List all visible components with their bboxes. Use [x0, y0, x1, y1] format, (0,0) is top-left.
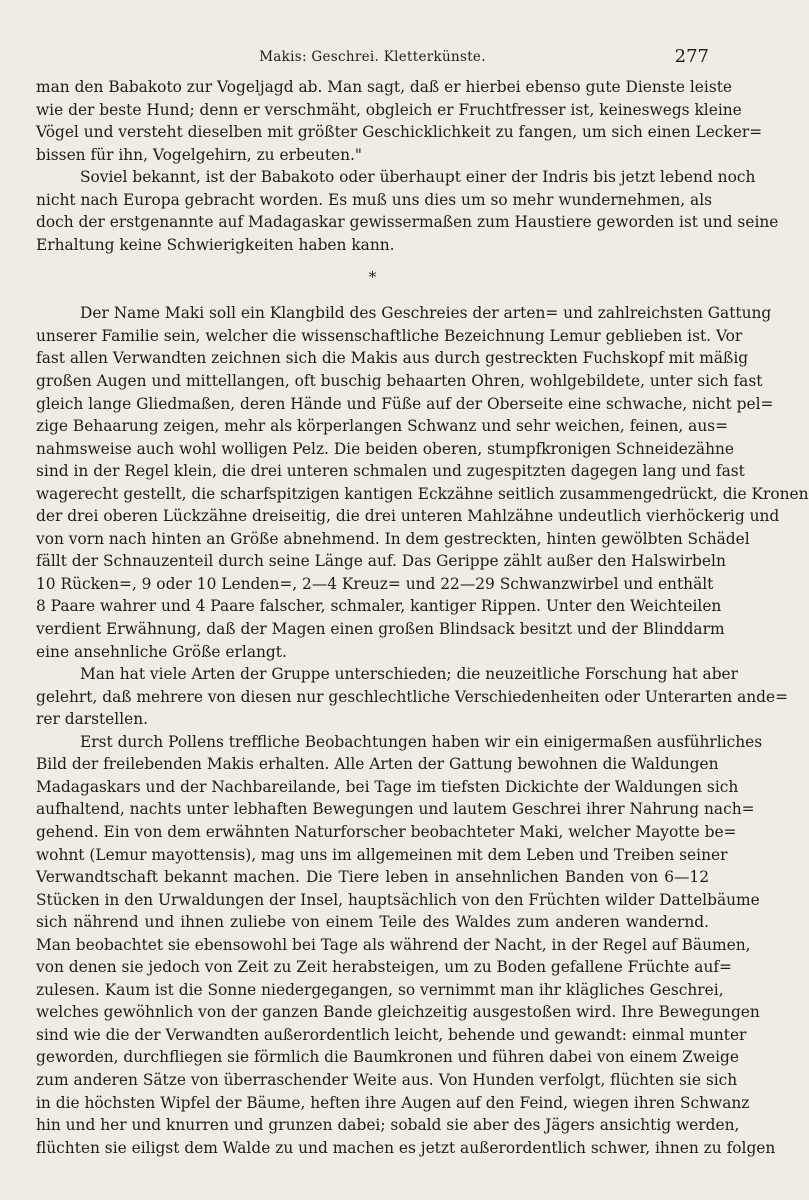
- text-line: sind wie die der Verwandten außerordentlich leicht, behende und gewandt: einmal munter: [36, 1025, 747, 1044]
- text-line: zulesen. Kaum ist die Sonne niedergegangen, so vernimmt man ihr klägliches Geschrei,: [36, 980, 724, 999]
- text-line: wie der beste Hund; denn er verschmäht, obgleich er Fruchtfresser ist, keineswegs kleine: [36, 100, 742, 119]
- text-line: Erst durch Pollens treffliche Beobachtungen haben wir ein einigermaßen ausführliches: [80, 732, 763, 751]
- paragraph-1: [36, 76, 763, 166]
- text-line: gleich lange Gliedmaßen, deren Hände und Füße auf der Oberseite eine schwache, nicht pel=: [36, 394, 774, 413]
- text-line: Vögel und versteht dieselben mit größter Geschicklichkeit zu fangen, um sich einen Lecker=: [36, 123, 763, 142]
- paragraph-5: [36, 731, 776, 1159]
- text-line: fällt der Schnauzenteil durch seine Länge auf. Das Gerippe zählt außer den Halswirbeln: [36, 552, 726, 571]
- text-line: sind in der Regel klein, die drei unteren schmalen und zugespitzten dagegen lang und fast: [36, 462, 745, 481]
- text-line: Erhaltung keine Schwierigkeiten haben kann.: [36, 235, 395, 254]
- text-line: doch der erstgenannte auf Madagaskar gewissermaßen zum Haustiere geworden ist und seine: [36, 213, 779, 232]
- text-line: Stücken in den Urwaldungen der Insel, hauptsächlich von den Früchten wilder Dattelbäume: [36, 890, 760, 909]
- text-line: in die höchsten Wipfel der Bäume, heften ihre Augen auf den Feind, wiegen ihren Schwanz: [36, 1093, 750, 1112]
- text-line: eine ansehnliche Größe erlangt.: [36, 642, 287, 661]
- text-line: fast allen Verwandten zeichnen sich die Makis aus durch gestreckten Fuchskopf mit mäßig: [36, 349, 749, 368]
- text-line: von vorn nach hinten an Größe abnehmend. In dem gestreckten, hinten gewölbten Schädel: [36, 529, 750, 548]
- text-line: zige Behaarung zeigen, mehr als körperlangen Schwanz und sehr weichen, feinen, aus=: [36, 417, 729, 436]
- page-number: 277: [674, 46, 709, 67]
- text-line: geworden, durchfliegen sie förmlich die Baumkronen und führen dabei von einem Zweige: [36, 1048, 739, 1067]
- text-line: unserer Familie sein, welcher die wissenschaftliche Bezeichnung Lemur geblieben ist. Vor: [36, 326, 743, 345]
- text-line: Bild der freilebenden Makis erhalten. Alle Arten der Gattung bewohnen die Waldungen: [36, 755, 719, 774]
- text-line: verdient Erwähnung, daß der Magen einen großen Blindsack besitzt und der Blinddarm: [36, 620, 725, 639]
- text-line: zum anderen Sätze von überraschender Weite aus. Von Hunden verfolgt, flüchten sie sich: [36, 1070, 738, 1089]
- text-line: welches gewöhnlich von der ganzen Bande gleichzeitig ausgestoßen wird. Ihre Bewegungen: [36, 1003, 760, 1022]
- text-line: gehend. Ein von dem erwähnten Naturforscher beobachteter Maki, welcher Mayotte be=: [36, 822, 737, 841]
- text-line: 8 Paare wahrer und 4 Paare falscher, schmaler, kantiger Rippen. Unter den Weichteilen: [36, 597, 722, 616]
- body-text: [36, 76, 809, 1159]
- text-line: nicht nach Europa gebracht worden. Es muß uns dies um so mehr wundernehmen, als: [36, 190, 713, 209]
- text-line: großen Augen und mittellangen, oft buschig behaarten Ohren, wohlgebildete, unter sich fast: [36, 372, 763, 391]
- paragraph-2: [36, 166, 779, 256]
- section-separator: *: [368, 268, 377, 287]
- text-line: wagerecht gestellt, die scharfspitzigen kantigen Eckzähne seitlich zusammengedrückt, die Kronen: [36, 484, 809, 503]
- text-line: der drei oberen Lückzähne dreiseitig, die drei unteren Mahlzähne undeutlich vierhöckerig und: [36, 507, 780, 526]
- text-line: Madagaskars und der Nachbareilande, bei Tage im tiefsten Dickichte der Waldungen sich: [36, 777, 739, 796]
- text-line: 10 Rücken=, 9 oder 10 Lenden=, 2—4 Kreuz= und 22—29 Schwanzwirbel und enthält: [36, 574, 714, 593]
- text-line: wohnt (Lemur mayottensis), mag uns im allgemeinen mit dem Leben und Treiben seiner: [36, 845, 728, 864]
- page-header: [36, 46, 709, 70]
- paragraph-3: [36, 302, 809, 663]
- text-line: nahmsweise auch wohl wolligen Pelz. Die beiden oberen, stumpfkronigen Schneidezähne: [36, 439, 735, 458]
- text-line: von denen sie jedoch von Zeit zu Zeit herabsteigen, um zu Boden gefallene Früchte auf=: [36, 958, 732, 977]
- text-line: gelehrt, daß mehrere von diesen nur geschlechtliche Verschiedenheiten oder Unterarten ande=: [36, 687, 789, 706]
- running-title: Makis: Geschrei. Kletterkünste.: [259, 49, 486, 65]
- text-line: Der Name Maki soll ein Klangbild des Geschreies der arten= und zahlreichsten Gattung: [80, 304, 772, 323]
- text-line: sich nährend und ihnen zuliebe von einem Teile des Waldes zum anderen wandernd.: [36, 913, 709, 932]
- text-line: man den Babakoto zur Vogeljagd ab. Man sagt, daß er hierbei ebenso gute Dienste leiste: [36, 78, 733, 96]
- text-line: Man hat viele Arten der Gruppe unterschieden; die neuzeitliche Forschung hat aber: [80, 665, 739, 684]
- text-line: Man beobachtet sie ebensowohl bei Tage als während der Nacht, in der Regel auf Bäumen,: [36, 935, 751, 954]
- text-line: Soviel bekannt, ist der Babakoto oder überhaupt einer der Indris bis jetzt lebend noch: [80, 168, 756, 187]
- text-line: rer darstellen.: [36, 710, 149, 729]
- paragraph-4: [36, 663, 789, 731]
- text-line: Verwandtschaft bekannt machen. Die Tiere leben in ansehnlichen Banden von 6—12: [36, 868, 709, 887]
- text-line: flüchten sie eiligst dem Walde zu und machen es jetzt außerordentlich schwer, ihnen zu folgen: [36, 1138, 776, 1157]
- text-line: bissen für ihn, Vogelgehirn, zu erbeuten.": [36, 145, 362, 164]
- text-line: hin und her und knurren und grunzen dabei; sobald sie aber des Jägers ansichtig werden,: [36, 1116, 740, 1135]
- text-line: aufhaltend, nachts unter lebhaften Bewegungen und lautem Geschrei ihrer Nahrung nach=: [36, 800, 755, 819]
